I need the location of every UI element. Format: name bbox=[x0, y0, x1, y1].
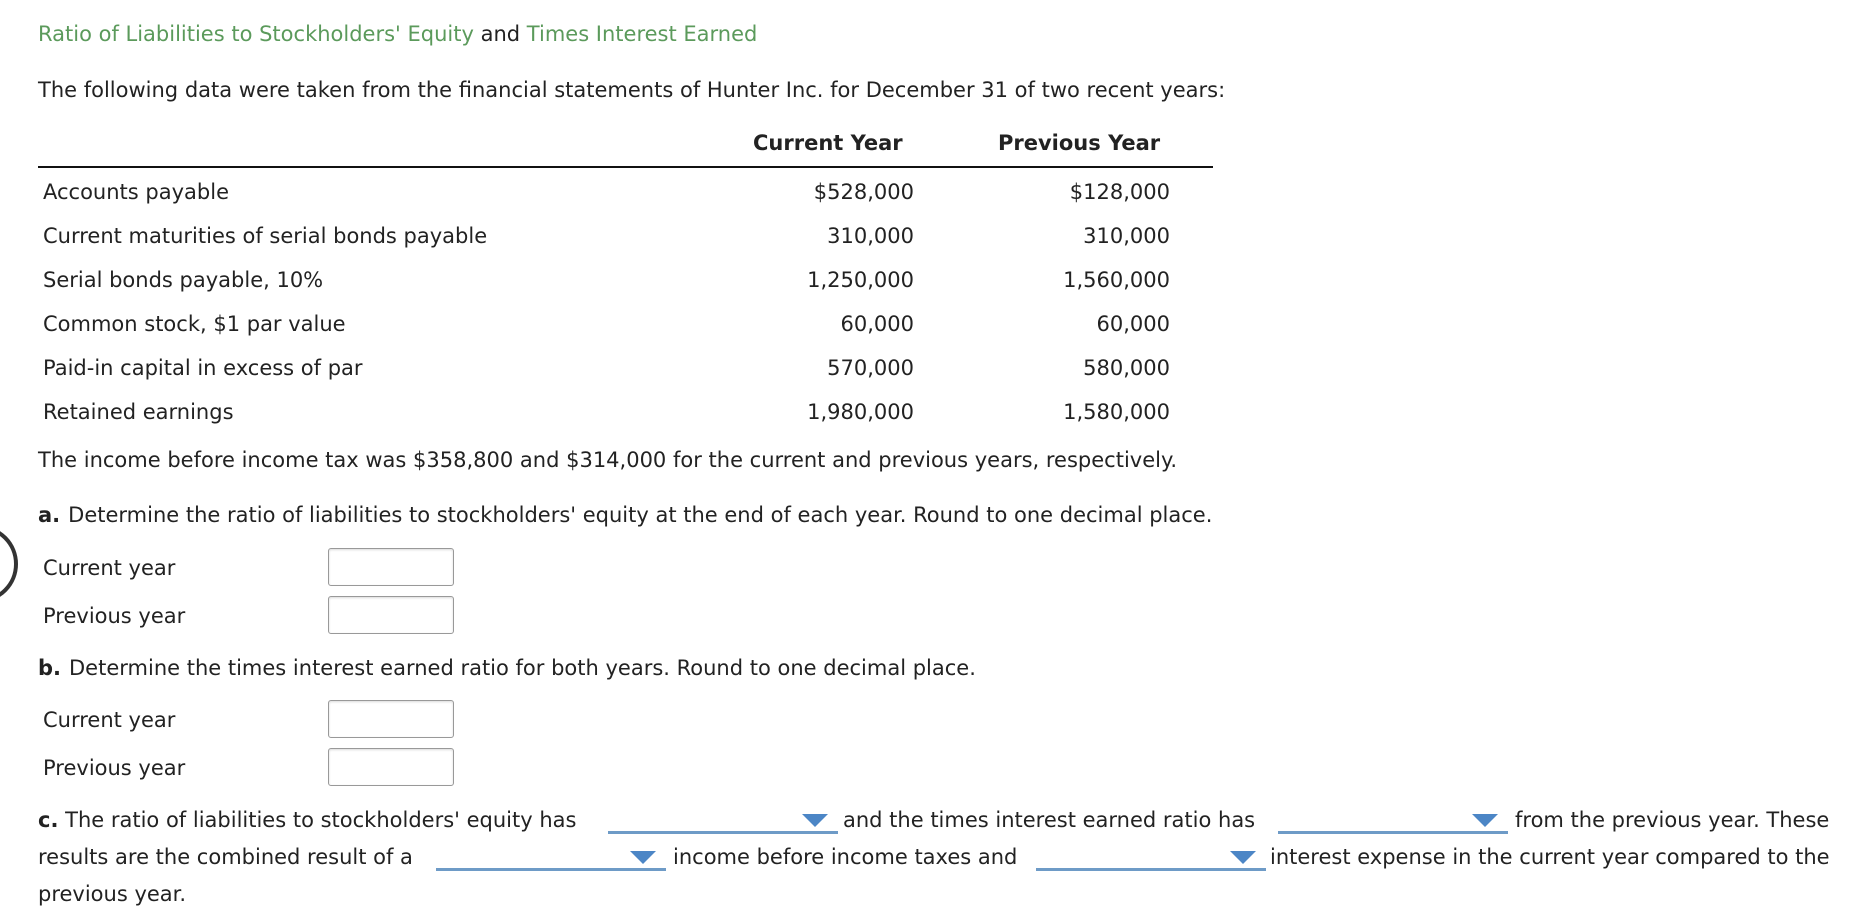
table-row bbox=[38, 214, 1213, 258]
row-label: Current maturities of serial bonds payable bbox=[43, 224, 488, 248]
row-previous-value: 1,560,000 bbox=[1063, 268, 1170, 292]
row-previous-value: 60,000 bbox=[1096, 312, 1170, 336]
row-label: Retained earnings bbox=[43, 400, 234, 424]
question-c-text-1: The ratio of liabilities to stockholders' equity has bbox=[65, 808, 577, 832]
question-b-letter: b. bbox=[38, 656, 62, 680]
question-c-letter: c. bbox=[38, 808, 59, 832]
answer-b-previous-label: Previous year bbox=[43, 756, 186, 780]
row-current-value: $528,000 bbox=[813, 180, 914, 204]
row-previous-value: 1,580,000 bbox=[1063, 400, 1170, 424]
question-b bbox=[38, 656, 976, 680]
answer-b-current-input[interactable] bbox=[328, 700, 454, 738]
chevron-down-icon bbox=[1230, 851, 1256, 864]
focus-ring-decoration bbox=[0, 525, 18, 603]
chevron-down-icon bbox=[802, 814, 828, 827]
table-row bbox=[38, 302, 1213, 346]
table-row bbox=[38, 170, 1213, 214]
row-current-value: 310,000 bbox=[827, 224, 914, 248]
income-note: The income before income tax was $358,800 and $314,000 for the current and previous years, respectively. bbox=[38, 448, 1178, 472]
title-and: and bbox=[480, 22, 521, 46]
row-current-value: 1,980,000 bbox=[807, 400, 914, 424]
row-previous-value: 310,000 bbox=[1083, 224, 1170, 248]
row-label: Paid-in capital in excess of par bbox=[43, 356, 363, 380]
question-c-text-3: from the previous year. These bbox=[1515, 808, 1830, 832]
question-c-line-1 bbox=[38, 808, 576, 832]
question-c-text-7: previous year. bbox=[38, 882, 187, 906]
chevron-down-icon bbox=[1472, 814, 1498, 827]
answer-a-current-label: Current year bbox=[43, 556, 176, 580]
dropdown-interest-expense-change[interactable] bbox=[1036, 843, 1266, 871]
question-c-text-4: results are the combined result of a bbox=[38, 845, 413, 869]
answer-a-current-input[interactable] bbox=[328, 548, 454, 586]
row-current-value: 60,000 bbox=[840, 312, 914, 336]
question-a-text: Determine the ratio of liabilities to stockholders' equity at the end of each year. Round to one decimal place. bbox=[68, 503, 1213, 527]
intro-text: The following data were taken from the financial statements of Hunter Inc. for December 31 of two recent years: bbox=[38, 78, 1226, 102]
answer-b-current-label: Current year bbox=[43, 708, 176, 732]
header-current-year: Current Year bbox=[753, 131, 903, 155]
table-row bbox=[38, 346, 1213, 390]
chevron-down-icon bbox=[630, 851, 656, 864]
row-previous-value: 580,000 bbox=[1083, 356, 1170, 380]
row-label: Accounts payable bbox=[43, 180, 229, 204]
dropdown-times-interest-change[interactable] bbox=[1278, 806, 1508, 834]
row-current-value: 1,250,000 bbox=[807, 268, 914, 292]
dropdown-income-change[interactable] bbox=[436, 843, 666, 871]
question-c-text-5: income before income taxes and bbox=[673, 845, 1018, 869]
answer-a-previous-input[interactable] bbox=[328, 596, 454, 634]
answer-a-previous-label: Previous year bbox=[43, 604, 186, 628]
header-previous-year: Previous Year bbox=[998, 131, 1161, 155]
row-label: Common stock, $1 par value bbox=[43, 312, 346, 336]
page-title bbox=[38, 22, 757, 46]
question-a bbox=[38, 503, 1212, 527]
table-header-rule bbox=[38, 166, 1213, 168]
title-link-ratio[interactable]: Ratio of Liabilities to Stockholders' Equity bbox=[38, 22, 474, 46]
row-previous-value: $128,000 bbox=[1069, 180, 1170, 204]
table-row bbox=[38, 258, 1213, 302]
answer-b-previous-input[interactable] bbox=[328, 748, 454, 786]
question-b-text: Determine the times interest earned ratio for both years. Round to one decimal place. bbox=[69, 656, 976, 680]
title-link-times-interest[interactable]: Times Interest Earned bbox=[526, 22, 758, 46]
question-a-letter: a. bbox=[38, 503, 61, 527]
question-c-text-6: interest expense in the current year compared to the bbox=[1270, 845, 1830, 869]
row-label: Serial bonds payable, 10% bbox=[43, 268, 324, 292]
dropdown-ratio-change[interactable] bbox=[608, 806, 838, 834]
table-row bbox=[38, 390, 1213, 434]
row-current-value: 570,000 bbox=[827, 356, 914, 380]
question-c-text-2: and the times interest earned ratio has bbox=[843, 808, 1256, 832]
